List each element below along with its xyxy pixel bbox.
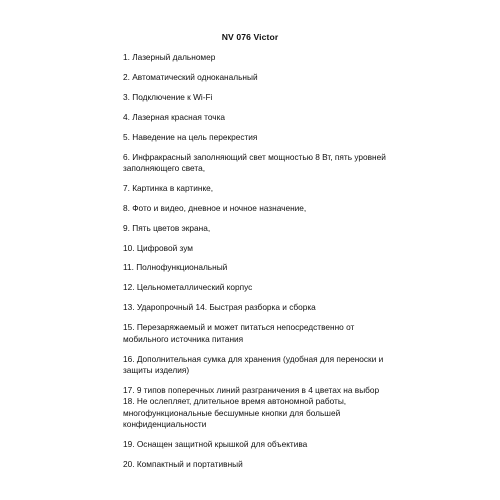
list-item: 13. Ударопрочный 14. Быстрая разборка и сборка <box>123 302 316 313</box>
list-item: 19. Оснащен защитной крышкой для объектива <box>123 438 308 449</box>
list-item: 16. Дополнительная сумка для хранения (удобная для переноски и защиты изделия) <box>123 353 384 375</box>
list-item: 7. Картинка в картинке, <box>123 182 214 193</box>
list-item: 5. Наведение на цель перекрестия <box>123 131 258 142</box>
list-item: 9. Пять цветов экрана, <box>123 222 211 233</box>
document-title: NV 076 Victor <box>221 32 279 42</box>
list-item: 20. Компактный и портативный <box>123 458 243 469</box>
list-item: 18. Не ослепляет, длительное время автономной работы, многофункциональные бесшумные кнопки для большей конфиденциальности <box>123 396 347 430</box>
list-item: 15. Перезаряжаемый и может питаться непосредственно от мобильного источника питания <box>123 322 355 344</box>
feature-list <box>123 52 423 470</box>
list-item: 10. Цифровой зум <box>123 242 194 253</box>
list-item: 8. Фото и видео, дневное и ночное назначение, <box>123 202 307 213</box>
list-item: 3. Подключение к Wi-Fi <box>123 91 213 102</box>
list-item: 4. Лазерная красная точка <box>123 111 226 122</box>
list-item: 6. Инфракрасный заполняющий свет мощностью 8 Вт, пять уровней заполняющего света, <box>123 151 386 173</box>
list-item: 1. Лазерный дальномер <box>123 52 216 62</box>
list-item: 11. Полнофункциональный <box>123 262 228 273</box>
list-item: 12. Цельнометаллический корпус <box>123 282 253 293</box>
list-item: 17. 9 типов поперечных линий разграничения в 4 цветах на выбор <box>123 384 380 395</box>
list-item: 2. Автоматический одноканальный <box>123 71 258 82</box>
